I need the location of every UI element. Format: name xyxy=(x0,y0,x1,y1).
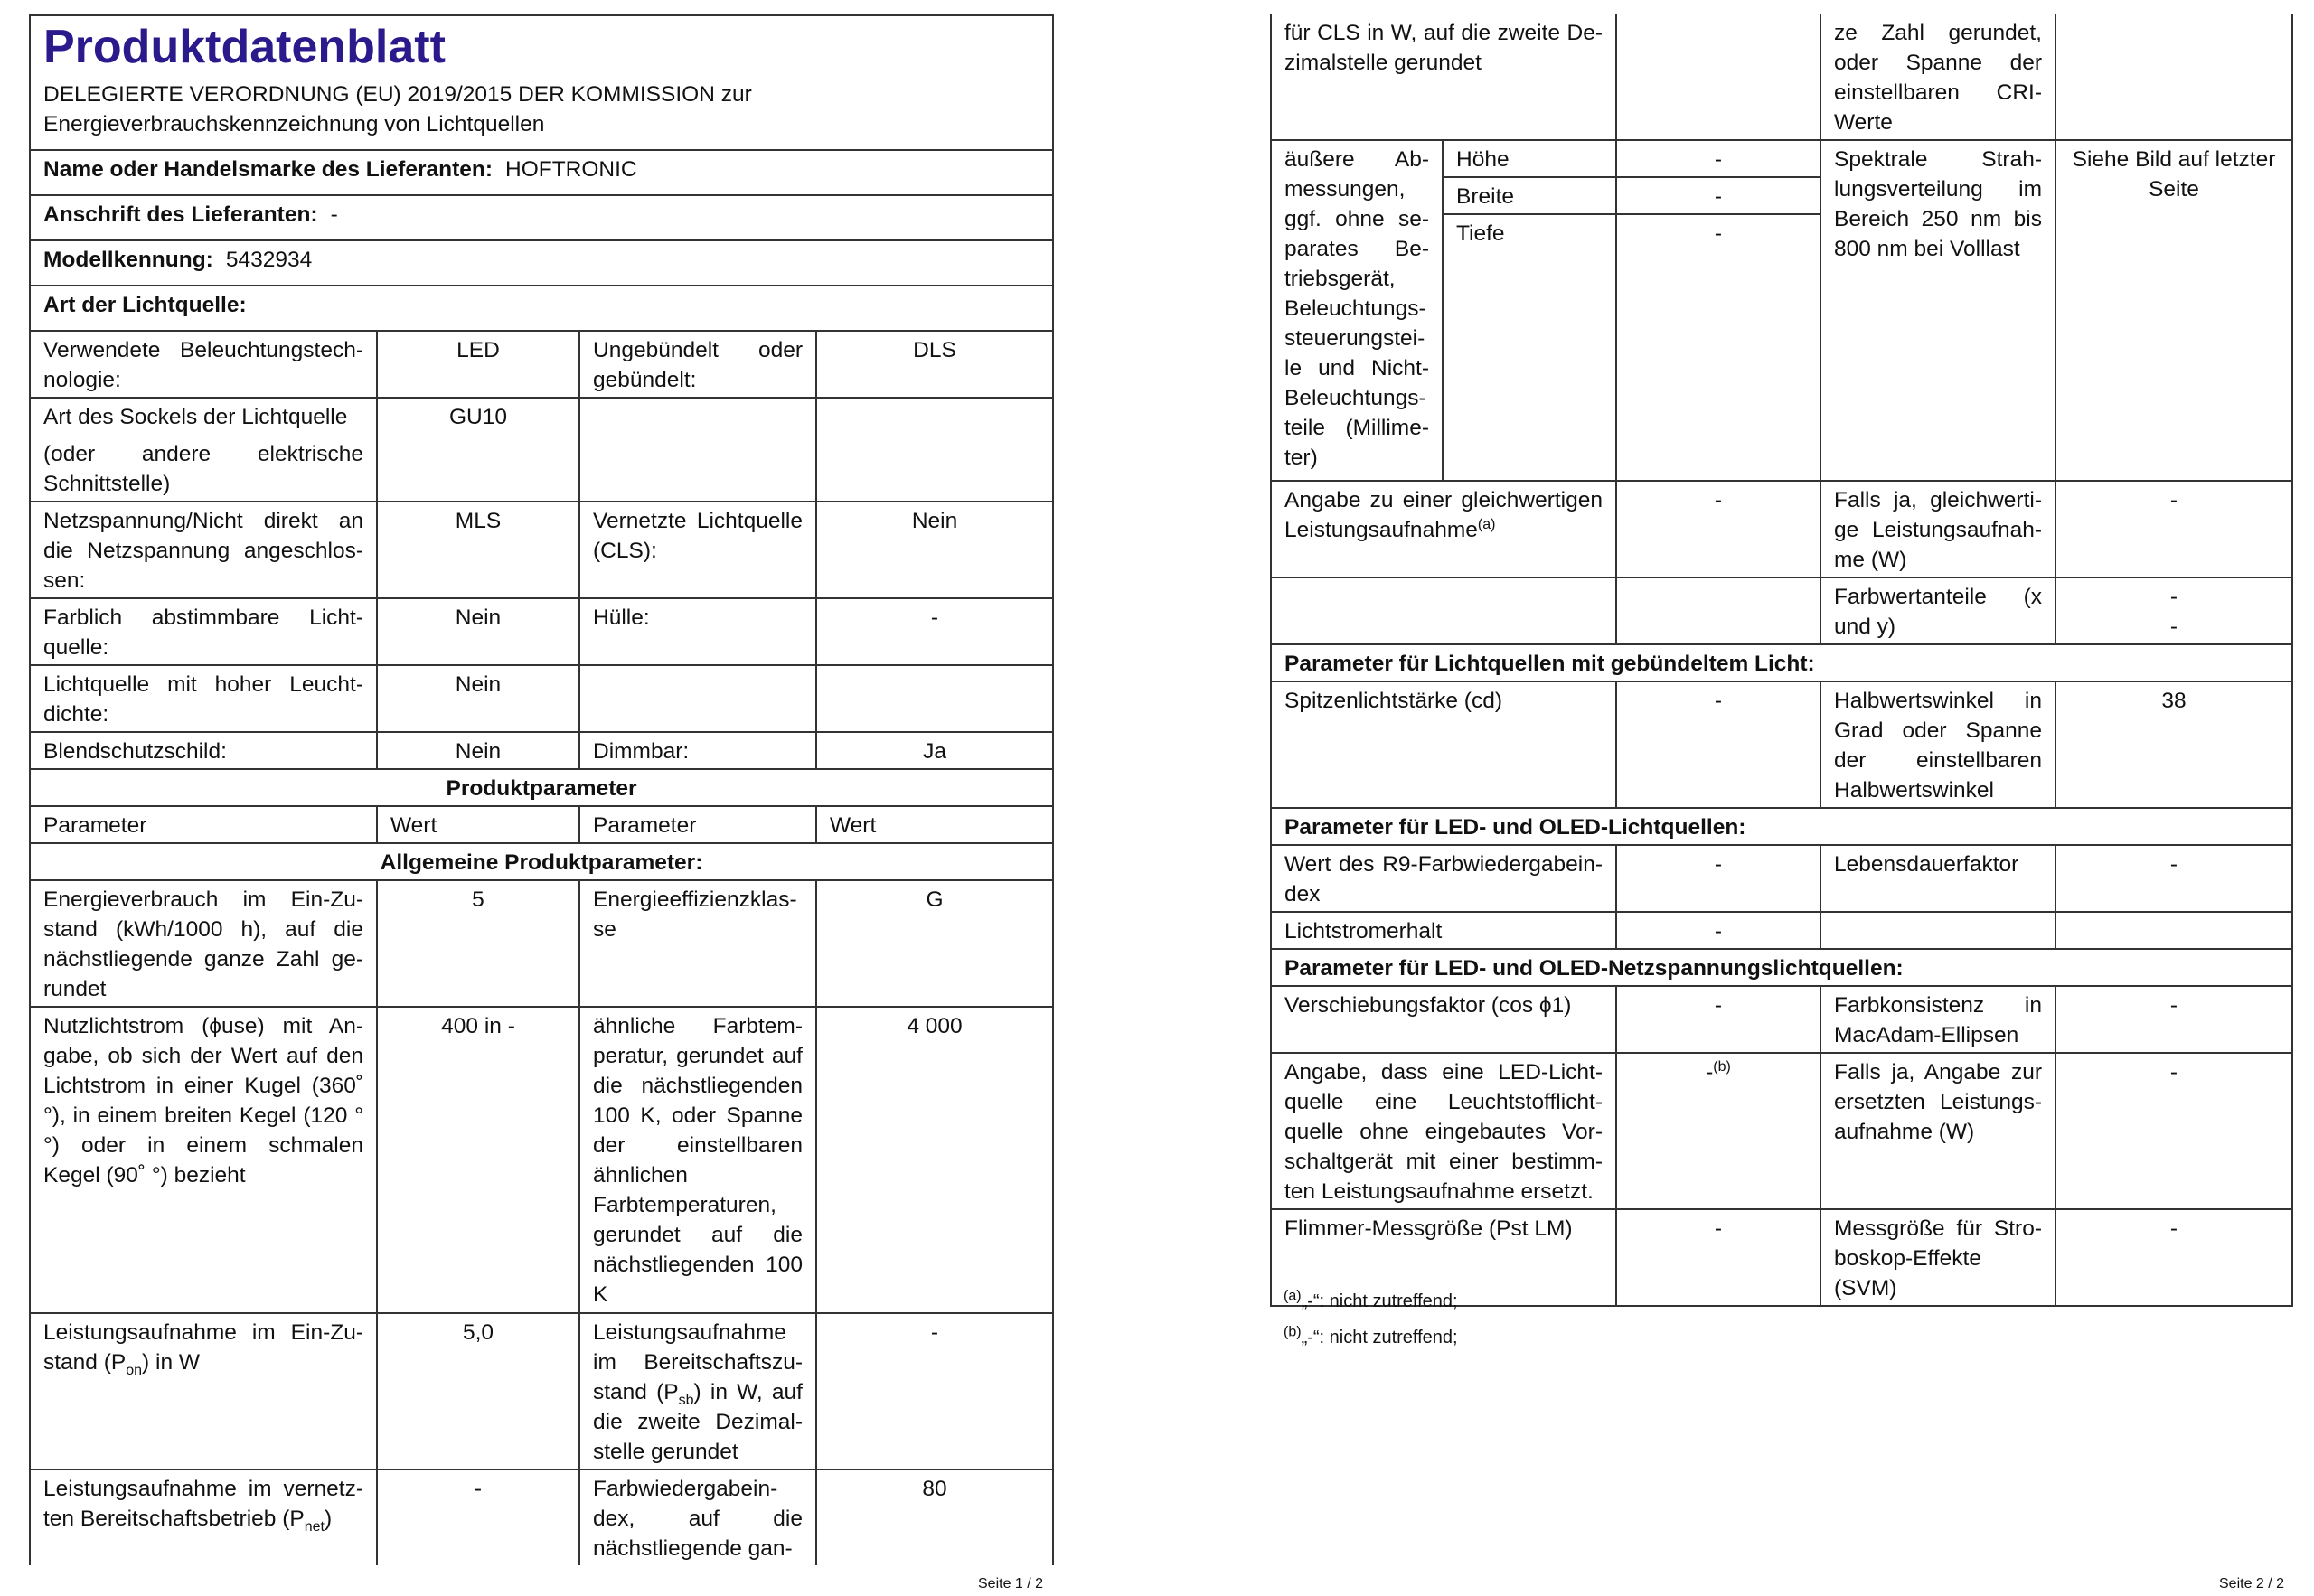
footnotes xyxy=(1284,1283,1458,1356)
on-mode-power-label xyxy=(30,1313,377,1469)
displacement-factor-value: - xyxy=(1616,986,1820,1053)
networked-standby-value: - xyxy=(377,1469,579,1565)
cls-standby-continued: für CLS in W, auf die zweite Dezimalstelle gerundet xyxy=(1271,14,1616,140)
cap-type-label-line2: (oder andere elektrische Schnittstelle) xyxy=(43,442,363,496)
colour-consistency-value: - xyxy=(2055,986,2292,1053)
networked-standby-subscript: net xyxy=(304,1518,325,1535)
height-label: Höhe xyxy=(1443,140,1616,177)
colour-temperature-value: 4 000 xyxy=(816,1007,1053,1313)
light-source-type-heading: Art der Lichtquelle: xyxy=(30,286,1053,331)
equivalent-power-watt-label: Falls ja, gleichwertige Leistungsaufnahme (W) xyxy=(1820,481,2055,577)
standby-power-label-unit: ) in W, auf die zweite Dezimalstelle gerundet xyxy=(593,1380,803,1464)
dimmable-value: Ja xyxy=(816,732,1053,769)
directional-parameters-heading: Parameter für Lichtquellen mit gebündeltem Licht: xyxy=(1271,644,2292,681)
on-mode-power-value: 5,0 xyxy=(377,1313,579,1469)
on-mode-power-subscript: on xyxy=(126,1362,143,1378)
empty-cell xyxy=(2055,14,2292,140)
energy-class-label: Energieeffizienzklasse xyxy=(579,880,816,1007)
technology-value: LED xyxy=(377,331,579,398)
stroboscopic-metric-value: - xyxy=(2055,1209,2292,1306)
product-parameters-heading: Produktparameter xyxy=(30,769,1053,806)
replaced-power-value: - xyxy=(2055,1053,2292,1209)
empty-cell xyxy=(579,398,816,502)
lumen-maintenance-value: - xyxy=(1616,912,1820,949)
chromaticity-value xyxy=(2055,577,2292,644)
fluorescent-replacement-dash: - xyxy=(1706,1060,1714,1084)
standby-power-label xyxy=(579,1313,816,1469)
address-value: - xyxy=(330,202,338,227)
depth-label: Tiefe xyxy=(1443,214,1616,481)
colour-consistency-label: Farbkonsistenz in MacAdam-Ellipsen xyxy=(1820,986,2055,1053)
dimmable-label: Dimmbar: xyxy=(579,732,816,769)
anti-glare-label: Blendschutzschild: xyxy=(30,732,377,769)
equivalent-power-watt-value: - xyxy=(2055,481,2292,577)
tunable-label: Farblich abstimmbare Lichtquelle: xyxy=(30,598,377,665)
equivalent-power-label xyxy=(1271,481,1616,577)
footnote-a-marker: (a) xyxy=(1477,516,1496,532)
peak-intensity-value: - xyxy=(1616,681,1820,808)
empty-cell xyxy=(1271,577,1616,644)
model-label: Modellkennung: xyxy=(43,248,213,272)
datasheet-table-1 xyxy=(29,14,1054,1565)
equivalent-power-label-text: Angabe zu einer gleichwertigen Leistungsaufnahme xyxy=(1284,488,1603,542)
spectral-distribution-value: Siehe Bild auf letzter Seite xyxy=(2055,140,2292,481)
on-mode-power-label-text: Leistungsaufnahme im Ein-Zustand (P xyxy=(43,1320,363,1375)
led-parameters-heading: Parameter für LED- und OLED-Lichtquellen: xyxy=(1271,808,2292,845)
chromaticity-label: Farbwertanteile (x und y) xyxy=(1820,577,2055,644)
replaced-power-label: Falls ja, Angabe zur ersetzten Leistungsaufnahme (W) xyxy=(1820,1053,2055,1209)
empty-cell xyxy=(816,398,1053,502)
footnote-a xyxy=(1284,1283,1458,1319)
led-mains-parameters-heading: Parameter für LED- und OLED-Netzspannungslichtquellen: xyxy=(1271,949,2292,986)
cri-label: Farbwiedergabeindex, auf die nächstliegende gan- xyxy=(579,1469,816,1565)
r9-index-label: Wert des R9-Farbwiedergabeindex xyxy=(1271,845,1616,912)
networked-standby-label xyxy=(30,1469,377,1565)
energy-consumption-label: Energieverbrauch im Ein-Zustand (kWh/1000 h), auf die nächstliegende ganze Zahl gerundet xyxy=(30,880,377,1007)
flicker-metric-label: Flimmer-Messgröße (Pst LM) xyxy=(1271,1209,1616,1306)
model-value: 5432934 xyxy=(225,248,313,272)
chromaticity-y-value: - xyxy=(2169,615,2178,639)
footnote-a-text: „-“: nicht zutreffend; xyxy=(1301,1291,1458,1311)
regulation-text: DELEGIERTE VERORDNUNG (EU) 2019/2015 DER KOMMISSION zur Energieverbrauchskennzeichnung von Lichtquellen xyxy=(30,76,1053,150)
dimensions-label: äußere Abmessungen, ggf. ohne separates Betriebsgerät, Beleuchtungssteuerungsteile und Nicht-Beleuchtungsteile (Millimeter) xyxy=(1271,140,1443,481)
datasheet-table-2 xyxy=(1270,14,2293,1307)
high-luminance-label: Lichtquelle mit hoher Leuchtdichte: xyxy=(30,665,377,732)
equivalent-power-value: - xyxy=(1616,481,1820,577)
fluorescent-replacement-value xyxy=(1616,1053,1820,1209)
envelope-label: Hülle: xyxy=(579,598,816,665)
directional-label: Ungebündelt oder gebündelt: xyxy=(579,331,816,398)
cri-label-continued: ze Zahl gerundet, oder Spanne der einstellbaren CRI-Werte xyxy=(1820,14,2055,140)
mains-value: MLS xyxy=(377,502,579,598)
depth-value: - xyxy=(1616,214,1820,481)
empty-cell xyxy=(1616,577,1820,644)
cap-type-value: GU10 xyxy=(377,398,579,502)
footnote-b-text: „-“: nicht zutreffend; xyxy=(1301,1328,1458,1347)
standby-power-label-text: Leistungsaufnahme im Bereitschaftszustand (P xyxy=(593,1320,803,1404)
anti-glare-value: Nein xyxy=(377,732,579,769)
technology-label: Verwendete Beleuchtungstechnologie: xyxy=(30,331,377,398)
lumen-maintenance-label: Lichtstromerhalt xyxy=(1271,912,1616,949)
survival-factor-label: Lebensdauerfaktor xyxy=(1820,845,2055,912)
energy-consumption-value: 5 xyxy=(377,880,579,1007)
connected-label: Vernetzte Lichtquelle (CLS): xyxy=(579,502,816,598)
column-header-value: Wert xyxy=(816,806,1053,843)
useful-flux-label: Nutzlichtstrom (ϕuse) mit Angabe, ob sich der Wert auf den Lichtstrom in einer Kugel (360˚ °), in einem breiten Kegel (120 °°) oder in einem schmalen Kegel (90˚ °) bezieht xyxy=(30,1007,377,1313)
flicker-metric-value: - xyxy=(1616,1209,1820,1306)
address-label: Anschrift des Lieferanten: xyxy=(43,202,318,227)
networked-standby-label-text: Leistungsaufnahme im vernetzten Bereitschaftsbetrieb (P xyxy=(43,1477,363,1531)
page-number-2: Seite 2 / 2 xyxy=(2219,1576,2285,1591)
standby-power-value: - xyxy=(816,1313,1053,1469)
networked-standby-label-end: ) xyxy=(324,1507,333,1531)
connected-value: Nein xyxy=(816,502,1053,598)
column-header-parameter: Parameter xyxy=(579,806,816,843)
height-value: - xyxy=(1616,140,1820,177)
cri-value: 80 xyxy=(816,1469,1053,1565)
chromaticity-x-value: - xyxy=(2169,585,2178,609)
high-luminance-value: Nein xyxy=(377,665,579,732)
column-header-parameter: Parameter xyxy=(30,806,377,843)
stroboscopic-metric-label: Messgröße für Stroboskop-Effekte (SVM) xyxy=(1820,1209,2055,1306)
directional-value: DLS xyxy=(816,331,1053,398)
supplier-row xyxy=(30,150,1053,195)
useful-flux-value: 400 in - xyxy=(377,1007,579,1313)
envelope-value: - xyxy=(816,598,1053,665)
beam-angle-value: 38 xyxy=(2055,681,2292,808)
datasheet-page-2 xyxy=(1270,14,2291,1307)
standby-power-subscript: sb xyxy=(678,1392,694,1408)
empty-cell xyxy=(579,665,816,732)
r9-index-value: - xyxy=(1616,845,1820,912)
spectral-distribution-label: Spektrale Strahlungsverteilung im Bereich 250 nm bis 800 nm bei Volllast xyxy=(1820,140,2055,481)
footnote-b xyxy=(1284,1319,1458,1356)
footnote-a-mark: (a) xyxy=(1284,1288,1302,1304)
general-parameters-heading: Allgemeine Produktparameter: xyxy=(30,843,1053,880)
address-row xyxy=(30,195,1053,240)
fluorescent-replacement-label: Angabe, dass eine LED-Lichtquelle eine Leuchtstofflichtquelle ohne eingebautes Vorschaltgerät mit einer bestimmten Leistungsaufnahme ersetzt. xyxy=(1271,1053,1616,1209)
page-title: Produktdatenblatt xyxy=(30,15,1053,76)
width-label: Breite xyxy=(1443,177,1616,214)
footnote-b-mark: (b) xyxy=(1284,1324,1302,1340)
supplier-label: Name oder Handelsmarke des Lieferanten: xyxy=(43,157,493,182)
empty-cell xyxy=(2055,912,2292,949)
empty-cell xyxy=(1616,14,1820,140)
displacement-factor-label: Verschiebungsfaktor (cos ϕ1) xyxy=(1271,986,1616,1053)
on-mode-power-label-unit: ) in W xyxy=(142,1350,201,1375)
tunable-value: Nein xyxy=(377,598,579,665)
energy-class-value: G xyxy=(816,880,1053,1007)
beam-angle-label: Halbwertswinkel in Grad oder Spanne der einstellbaren Halbwertswinkel xyxy=(1820,681,2055,808)
datasheet-page-1 xyxy=(29,14,1052,1565)
peak-intensity-label: Spitzenlichtstärke (cd) xyxy=(1271,681,1616,808)
mains-label: Netzspannung/Nicht direkt an die Netzspannung angeschlossen: xyxy=(30,502,377,598)
survival-factor-value: - xyxy=(2055,845,2292,912)
column-header-value: Wert xyxy=(377,806,579,843)
empty-cell xyxy=(816,665,1053,732)
colour-temperature-label: ähnliche Farbtemperatur, gerundet auf die nächstliegenden 100 K, oder Spanne der einstellbaren ähnlichen Farbtemperaturen, gerundet auf die nächstliegenden 100 K xyxy=(579,1007,816,1313)
cap-type-label-line1: Art des Sockels der Lichtquelle xyxy=(43,405,348,429)
supplier-value: HOFTRONIC xyxy=(505,157,637,182)
empty-cell xyxy=(1820,912,2055,949)
width-value: - xyxy=(1616,177,1820,214)
footnote-b-marker: (b) xyxy=(1713,1058,1731,1075)
model-row xyxy=(30,240,1053,286)
cap-type-label xyxy=(30,398,377,502)
page-number-1: Seite 1 / 2 xyxy=(978,1576,1044,1591)
